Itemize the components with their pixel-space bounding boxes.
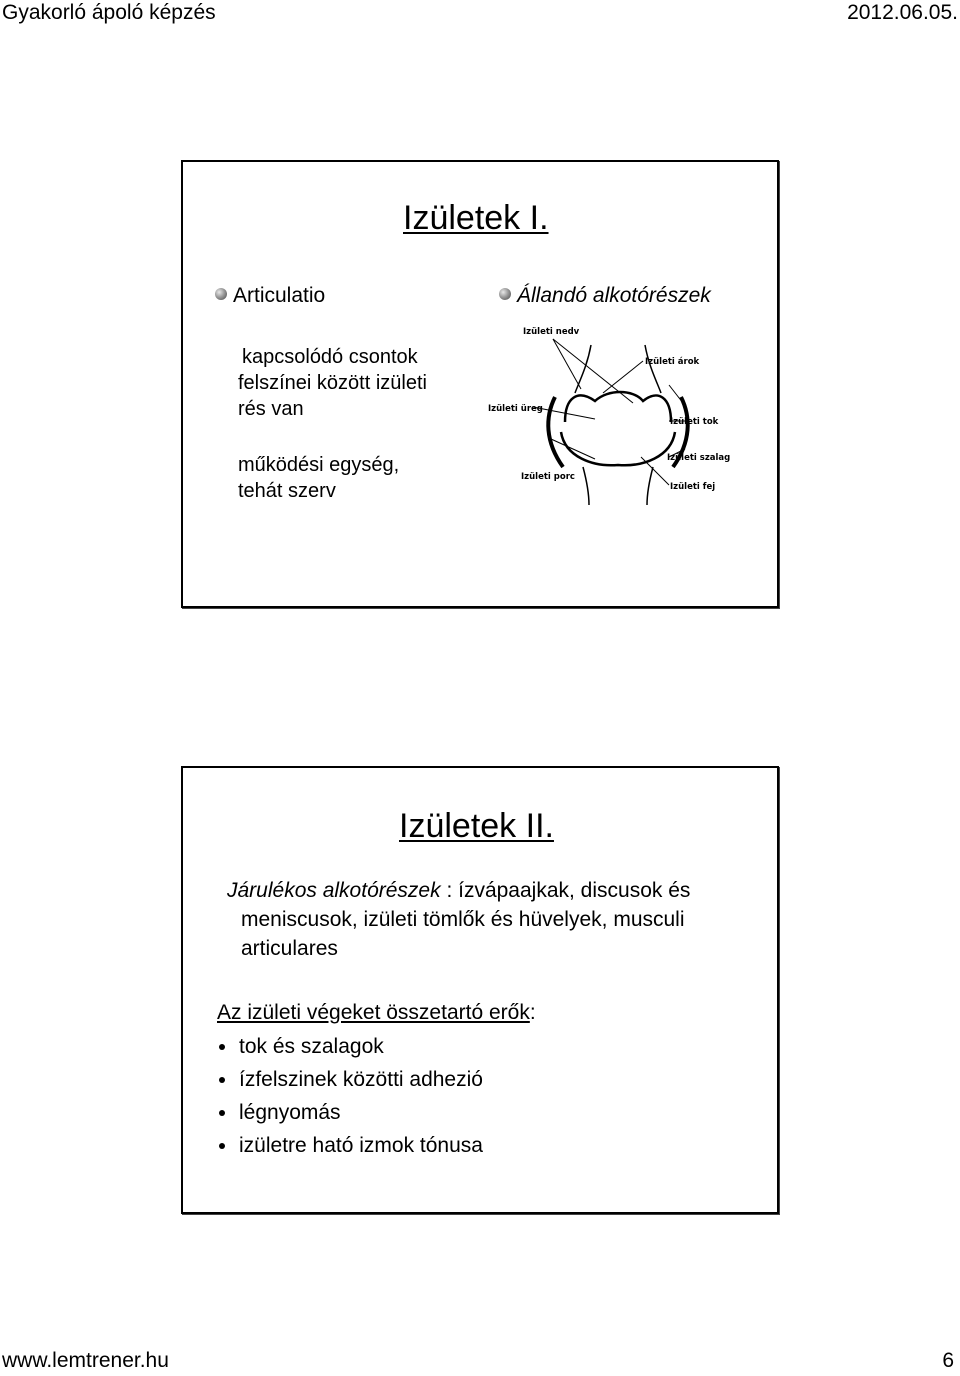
jarulekos-line: articulares xyxy=(241,937,338,960)
label-izuleti-porc: Izületi porc xyxy=(521,472,575,482)
slide-izuletek-2 xyxy=(181,766,779,1214)
articulatio-definition xyxy=(238,344,427,422)
joint-diagram xyxy=(483,327,753,507)
list-item: ízfelszinek közötti adhezió xyxy=(217,1063,483,1096)
label-izuleti-ureg: Izületi üreg xyxy=(488,404,543,414)
label-izuleti-nedv: Izületi nedv xyxy=(523,327,580,337)
definition-line: rés van xyxy=(238,398,304,420)
footer-page-number: 6 xyxy=(942,1349,954,1372)
bullet-articulatio xyxy=(215,283,325,309)
osszetarto-erok-heading xyxy=(217,998,536,1027)
label-izuleti-arok: Izületi árok xyxy=(645,357,700,367)
function-line: működési egység, xyxy=(238,454,400,476)
osszetarto-erok-term: Az izületi végeket összetartó erők xyxy=(217,1001,530,1024)
list-item: izületre ható izmok tónusa xyxy=(217,1129,483,1162)
osszetarto-erok-colon: : xyxy=(529,1001,536,1024)
definition-line: felszínei között izületi xyxy=(238,372,427,394)
bullet-ball-icon xyxy=(215,288,227,300)
articulatio-function xyxy=(238,452,399,504)
bullet-articulatio-label: Articulatio xyxy=(233,284,326,307)
bullet-ball-icon xyxy=(499,288,511,300)
bullet-allando xyxy=(499,283,711,309)
list-item: tok és szalagok xyxy=(217,1030,483,1063)
slide-title: Izületek II. xyxy=(399,807,554,845)
slide-izuletek-1 xyxy=(181,160,779,608)
label-izuleti-szalag: Izületi szalag xyxy=(667,453,731,463)
list-item: légnyomás xyxy=(217,1096,483,1129)
jarulekos-paragraph xyxy=(227,876,690,963)
footer-website: www.lemtrener.hu xyxy=(2,1349,169,1372)
jarulekos-line: meniscusok, izületi tömlők és hüvelyek, musculi xyxy=(241,908,685,931)
osszetarto-erok-list xyxy=(217,1030,483,1162)
header-date: 2012.06.05. xyxy=(847,1,958,24)
label-izuleti-tok: Izületi tok xyxy=(670,417,719,427)
header-course-title: Gyakorló ápoló képzés xyxy=(2,1,216,24)
jarulekos-text: : ízvápaajkak, discusok és xyxy=(440,879,691,902)
function-line: tehát szerv xyxy=(238,480,336,502)
jarulekos-term: Járulékos alkotórészek xyxy=(227,879,441,902)
definition-line: kapcsolódó csontok xyxy=(242,346,418,368)
bullet-allando-label: Állandó alkotórészek xyxy=(517,284,711,307)
slide-title: Izületek I. xyxy=(403,199,549,237)
jarulekos-line xyxy=(227,876,690,905)
label-izuleti-fej: Izületi fej xyxy=(670,482,716,492)
